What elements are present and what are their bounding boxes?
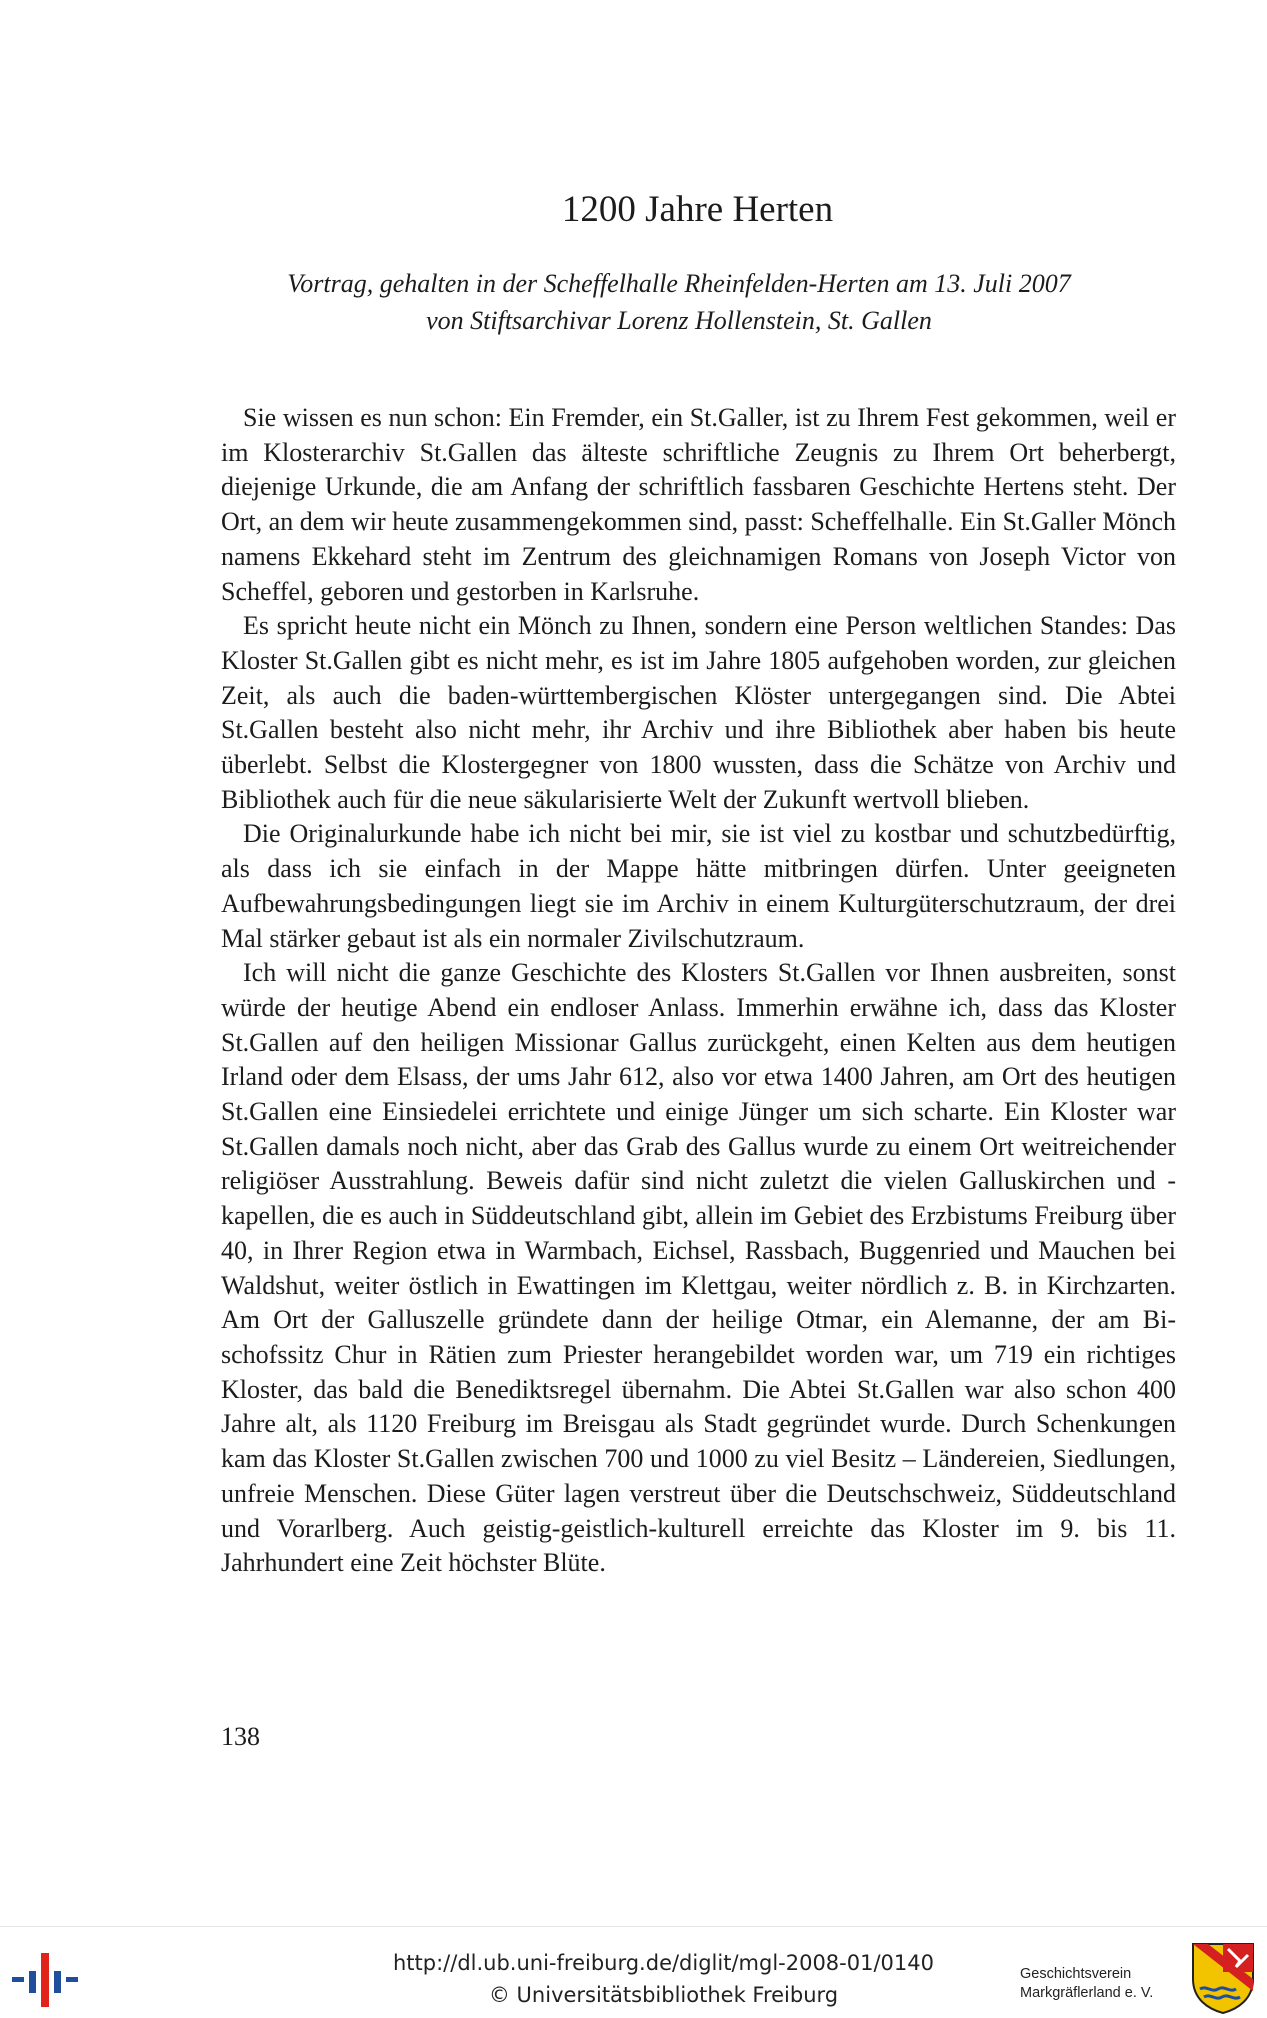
page-title: 1200 Jahre Herten — [561, 189, 834, 230]
paragraph-1: Sie wissen es nun schon: Ein Fremder, ein St.Galler, ist zu Ihrem Fest gekommen, weil er im Klosterarchiv St.Gallen das älteste schriftliche Zeugnis zu Ihrem Ort beherbergt, diejenige Urkunde, die am Anfang der schriftlich fassbaren Geschichte Hertens steht. Der Ort, an dem wir heute zusammengekommen sind, passt: Scheffelhalle. Ein St.Galler Mönch namens Ekkehard steht im Zentrum des gleichnamigen Romans von Joseph Victor von Scheffel, geboren und gestorben in Karlsruhe. — [221, 403, 1176, 606]
viewer-footer — [0, 1926, 1267, 2018]
society-coat-of-arms-icon[interactable] — [1190, 1941, 1256, 2015]
society-name — [1020, 1965, 1153, 2003]
page-number: 138 — [221, 1722, 260, 1751]
paragraph-4: Ich will nicht die ganze Geschichte des Klosters St.Gallen vor Ihnen ausbreiten, sonst würde der heutige Abend ein endloser Anlass. Immerhin erwähne ich, dass das Kloster St.Gallen auf den heiligen Missionar Gallus zurückgeht, einen Kelten aus dem heutigen Irland oder dem Elsass, der ums Jahr 612, also vor etwa 1400 Jahren, am Ort des heutigen St.Gallen eine Einsiedelei errichtete und einige Jünger um sich scharte. Ein Kloster war St.Gallen damals noch nicht, aber das Grab des Gallus wurde zu einem Ort weitreichender religiöser Ausstrahlung. Beweis dafür sind nicht zuletzt die vielen Galluskirchen und -kapellen, die es auch in Süddeutschland gibt, allein im Gebiet des Erzbistums Freiburg über 40, in Ihrer Region etwa in Warmbach, Eichsel, Rassbach, Buggenried und Mauchen bei Waldshut, weiter östlich in Ewattingen im Klettgau, weiter nördlich z. B. in Kirchzarten. Am Ort der Galluszelle gründete dann der heilige Otmar, ein Alemanne, der am Bischofssitz Chur in Rätien zum Priester herangebildet worden war, um 719 ein richtiges Kloster, das bald die Benediktsregel übernahm. Die Abtei St.Gallen war also schon 400 Jahre alt, als 1120 Freiburg im Breisgau als Stadt gegründet wurde. Durch Schenkungen kam das Kloster St.Gallen zwischen 700 und 1000 zu viel Besitz – Ländereien, Siedlungen, unfreie Menschen. Diese Güter lagen verstreut über die Deutschschweiz, Süddeutschland und Vorarlberg. Auch geistig-geistlich-kulturell erreichte das Kloster im 9. bis 11. Jahrhundert eine Zeit höchster Blüte. — [221, 958, 1176, 1578]
copyright-notice: © Universitätsbibliothek Freiburg — [488, 1983, 839, 2007]
subtitle — [218, 265, 1140, 339]
permalink-url[interactable]: http://dl.ub.uni-freiburg.de/diglit/mgl-2008-01/0140 — [392, 1951, 934, 1975]
society-name-line-1: Geschichtsverein — [1020, 1966, 1132, 1982]
article-body — [221, 401, 1176, 1581]
subtitle-line-2: von Stiftsarchivar Lorenz Hollenstein, St. Gallen — [426, 306, 932, 335]
society-name-line-2: Markgräflerland e. V. — [1020, 1985, 1154, 2001]
paragraph-2: Es spricht heute nicht ein Mönch zu Ihnen, sondern eine Person weltlichen Standes: Das Kloster St.Gallen gibt es nicht mehr, es ist im Jahre 1805 aufgehoben worden, zur gleichen Zeit, als auch die baden-württembergischen Klöster untergegangen sind. Die Abtei St.Gallen besteht also nicht mehr, ihr Archiv und ihre Bibliothek aber haben bis heute überlebt. Selbst die Klostergegner von 1800 wussten, dass die Schätze von Archiv und Bibliothek auch für die neue säkularisierte Welt der Zukunft wertvoll blieben. — [221, 611, 1176, 814]
paragraph-3: Die Originalurkunde habe ich nicht bei mir, sie ist viel zu kostbar und schutzbedürftig, als dass ich sie einfach in der Mappe hätte mitbringen dürfen. Unter geeigneten Aufbewahrungsbedingungen liegt sie im Archiv in einem Kulturgüterschutzraum, der drei Mal stärker gebaut ist als ein normaler Zivilschutzraum. — [221, 819, 1176, 953]
subtitle-line-1: Vortrag, gehalten in der Scheffelhalle Rheinfelden-Herten am 13. Juli 2007 — [287, 269, 1071, 298]
